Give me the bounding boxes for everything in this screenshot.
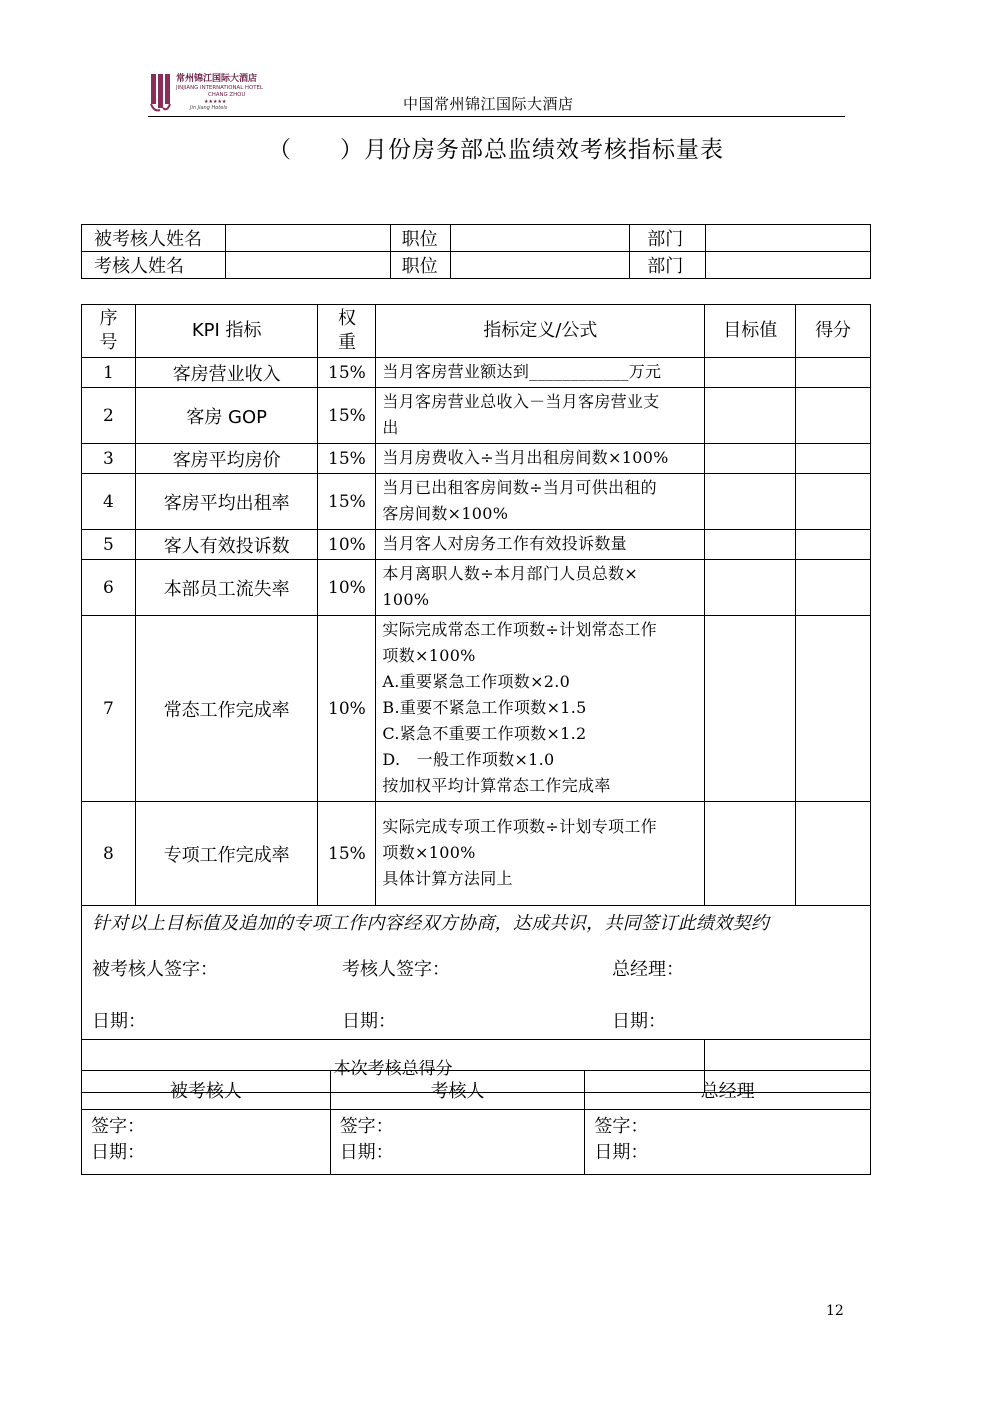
- definition-line: 具体计算方法同上: [382, 869, 513, 888]
- seq-header: [82, 305, 136, 358]
- kpi-row-weight: 15%: [318, 388, 376, 444]
- kpi-row-number: 6: [82, 560, 136, 616]
- definition-line: 当月房费收入÷当月出租房间数×100%: [382, 448, 669, 467]
- sig-header-gm: 总经理: [585, 1071, 871, 1110]
- weight-header-line2: 重: [337, 332, 356, 353]
- kpi-row-number: 3: [82, 444, 136, 474]
- kpi-row-name: 客人有效投诉数: [135, 530, 318, 560]
- kpi-row-definition: [376, 802, 705, 906]
- kpi-row-score-field[interactable]: [796, 616, 871, 802]
- kpi-row-score-field[interactable]: [796, 388, 871, 444]
- sig-header-assessor: 考核人: [330, 1071, 585, 1110]
- agreement-row: [82, 906, 871, 1040]
- gm-date-label: 日期：: [612, 1011, 666, 1032]
- agreement-cell: [82, 906, 871, 1040]
- target-header: 目标值: [705, 305, 796, 358]
- kpi-row-weight: 15%: [318, 444, 376, 474]
- logo-chinese-name: 常州锦江国际大酒店: [176, 74, 258, 84]
- logo-english-name: JINJIANG INTERNATIONAL HOTEL: [176, 85, 263, 91]
- definition-line: B.重要不紧急工作项数×1.5: [382, 698, 587, 717]
- kpi-row-definition: [376, 560, 705, 616]
- assessee-name-label: 被考核人姓名: [82, 225, 226, 252]
- page-title: （ ）月份房务部总监绩效考核指标量表: [268, 137, 724, 163]
- kpi-row-number: 5: [82, 530, 136, 560]
- definition-line: 100%: [382, 590, 430, 609]
- definition-line: D. 一般工作项数×1.0: [382, 750, 555, 769]
- kpi-row-definition: [376, 616, 705, 802]
- kpi-row-number: 8: [82, 802, 136, 906]
- definition-line: 当月客房营业总收入－当月客房营业支: [382, 392, 660, 411]
- kpi-row-score-field[interactable]: [796, 358, 871, 388]
- assessee-info-row: [82, 225, 871, 252]
- kpi-row: [82, 358, 871, 388]
- assessor-dept-field[interactable]: [706, 252, 871, 279]
- kpi-row-score-field[interactable]: [796, 530, 871, 560]
- kpi-row-weight: 15%: [318, 474, 376, 530]
- assessor-dept-label: 部门: [630, 252, 706, 279]
- hotel-name: 中国常州锦江国际大酒店: [403, 95, 574, 113]
- assessee-dept-field[interactable]: [706, 225, 871, 252]
- definition-line: 当月客人对房务工作有效投诉数量: [382, 534, 627, 553]
- agreement-statement: 针对以上目标值及追加的专项工作内容经双方协商，达成共识，共同签订此绩效契约: [92, 913, 770, 934]
- kpi-row-name: 客房平均房价: [135, 444, 318, 474]
- gm-sign-label: 总经理：: [612, 959, 684, 980]
- kpi-row-definition: [376, 444, 705, 474]
- definition-line: 实际完成专项工作项数÷计划专项工作: [382, 817, 657, 836]
- logo-stars: ★★★★★: [204, 99, 227, 105]
- signature-body-row: [82, 1110, 871, 1175]
- definition-header: 指标定义/公式: [376, 305, 705, 358]
- signature-table: [81, 1070, 871, 1175]
- kpi-row-score-field[interactable]: [796, 802, 871, 906]
- definition-line: 本月离职人数÷本月部门人员总数×: [382, 564, 639, 583]
- kpi-row-target-field[interactable]: [705, 474, 796, 530]
- assessee-date-label: 日期：: [92, 1011, 146, 1032]
- sig-date-label: 日期：: [339, 1142, 394, 1163]
- definition-line: A.重要紧急工作项数×2.0: [382, 672, 571, 691]
- kpi-row: [82, 388, 871, 444]
- assessee-position-field[interactable]: [450, 225, 630, 252]
- kpi-header: KPI 指标: [135, 305, 318, 358]
- assessor-info-row: [82, 252, 871, 279]
- kpi-row-number: 1: [82, 358, 136, 388]
- agreement-date-row: [92, 987, 860, 1039]
- kpi-row-target-field[interactable]: [705, 388, 796, 444]
- kpi-row-score-field[interactable]: [796, 474, 871, 530]
- assessor-sign-label: 考核人签字：: [342, 959, 450, 980]
- weight-header-line1: 权: [337, 308, 356, 329]
- agreement-sign-row: [92, 935, 860, 987]
- kpi-table: [81, 304, 871, 1093]
- sig-sign-label: 签字：: [339, 1116, 394, 1137]
- assessor-name-field[interactable]: [225, 252, 390, 279]
- assessee-position-label: 职位: [390, 225, 450, 252]
- sig-sign-label: 签字：: [91, 1116, 145, 1137]
- definition-line: 按加权平均计算常态工作完成率: [382, 776, 611, 795]
- kpi-row-weight: 15%: [318, 358, 376, 388]
- kpi-row-definition: [376, 530, 705, 560]
- assessee-sign-label: 被考核人签字：: [92, 959, 218, 980]
- kpi-row-name: 专项工作完成率: [135, 802, 318, 906]
- kpi-row-name: 本部员工流失率: [135, 560, 318, 616]
- kpi-row-definition: [376, 388, 705, 444]
- score-header: 得分: [796, 305, 871, 358]
- kpi-row-weight: 15%: [318, 802, 376, 906]
- assessor-date-label: 日期：: [342, 1011, 396, 1032]
- kpi-row-name: 客房平均出租率: [135, 474, 318, 530]
- page-number: 12: [826, 1303, 844, 1319]
- seq-header-line2: 号: [99, 332, 118, 353]
- kpi-row-score-field[interactable]: [796, 560, 871, 616]
- sig-sign-label: 签字：: [594, 1116, 649, 1137]
- definition-line: 当月客房营业额达到____________万元: [382, 362, 662, 381]
- kpi-row-target-field[interactable]: [705, 530, 796, 560]
- kpi-row-definition: [376, 474, 705, 530]
- kpi-row-target-field[interactable]: [705, 802, 796, 906]
- weight-header: [318, 305, 376, 358]
- kpi-row: [82, 802, 871, 906]
- kpi-row-name: 客房 GOP: [135, 388, 318, 444]
- definition-line: 客房间数×100%: [382, 504, 509, 523]
- sig-cell-gm[interactable]: [585, 1110, 871, 1175]
- kpi-header-row: [82, 305, 871, 358]
- sig-date-label: 日期：: [91, 1142, 145, 1163]
- kpi-row-weight: 10%: [318, 560, 376, 616]
- kpi-row-target-field[interactable]: [705, 444, 796, 474]
- assessor-name-label: 考核人姓名: [82, 252, 226, 279]
- hotel-logo-mark-icon: [150, 72, 172, 112]
- logo-brand: Jin Jiang Hotels: [190, 105, 228, 111]
- assessee-dept-label: 部门: [630, 225, 706, 252]
- kpi-row-weight: 10%: [318, 530, 376, 560]
- kpi-row-number: 2: [82, 388, 136, 444]
- kpi-row-target-field[interactable]: [705, 358, 796, 388]
- kpi-row-name: 常态工作完成率: [135, 616, 318, 802]
- definition-line: C.紧急不重要工作项数×1.2: [382, 724, 587, 743]
- kpi-row: [82, 444, 871, 474]
- kpi-row: [82, 474, 871, 530]
- total-score-label: 本次考核总得分: [82, 1040, 705, 1093]
- kpi-row-score-field[interactable]: [796, 444, 871, 474]
- kpi-row-definition: [376, 358, 705, 388]
- sig-cell-assessee[interactable]: [82, 1110, 331, 1175]
- assessee-name-field[interactable]: [225, 225, 390, 252]
- assessor-position-label: 职位: [390, 252, 450, 279]
- kpi-row: [82, 616, 871, 802]
- assessment-info-table: [81, 224, 871, 279]
- seq-header-line1: 序: [99, 308, 118, 329]
- definition-line: 项数×100%: [382, 646, 476, 665]
- definition-line: 项数×100%: [382, 843, 476, 862]
- logo-city: CHANG ZHOU: [208, 92, 246, 98]
- kpi-row-number: 7: [82, 616, 136, 802]
- signature-header-row: [82, 1071, 871, 1110]
- kpi-row-name: 客房营业收入: [135, 358, 318, 388]
- definition-line: 实际完成常态工作项数÷计划常态工作: [382, 620, 657, 639]
- sig-cell-assessor[interactable]: [330, 1110, 585, 1175]
- sig-header-assessee: 被考核人: [82, 1071, 331, 1110]
- kpi-row-weight: 10%: [318, 616, 376, 802]
- kpi-row: [82, 530, 871, 560]
- kpi-rows: [82, 358, 871, 906]
- kpi-row: [82, 560, 871, 616]
- definition-line: 出: [382, 418, 399, 437]
- hotel-logo: [150, 72, 275, 116]
- sig-date-label: 日期：: [594, 1142, 649, 1163]
- kpi-row-number: 4: [82, 474, 136, 530]
- header-divider: [148, 116, 845, 117]
- definition-line: 当月已出租客房间数÷当月可供出租的: [382, 478, 657, 497]
- assessor-position-field[interactable]: [450, 252, 630, 279]
- kpi-row-target-field[interactable]: [705, 560, 796, 616]
- kpi-row-target-field[interactable]: [705, 616, 796, 802]
